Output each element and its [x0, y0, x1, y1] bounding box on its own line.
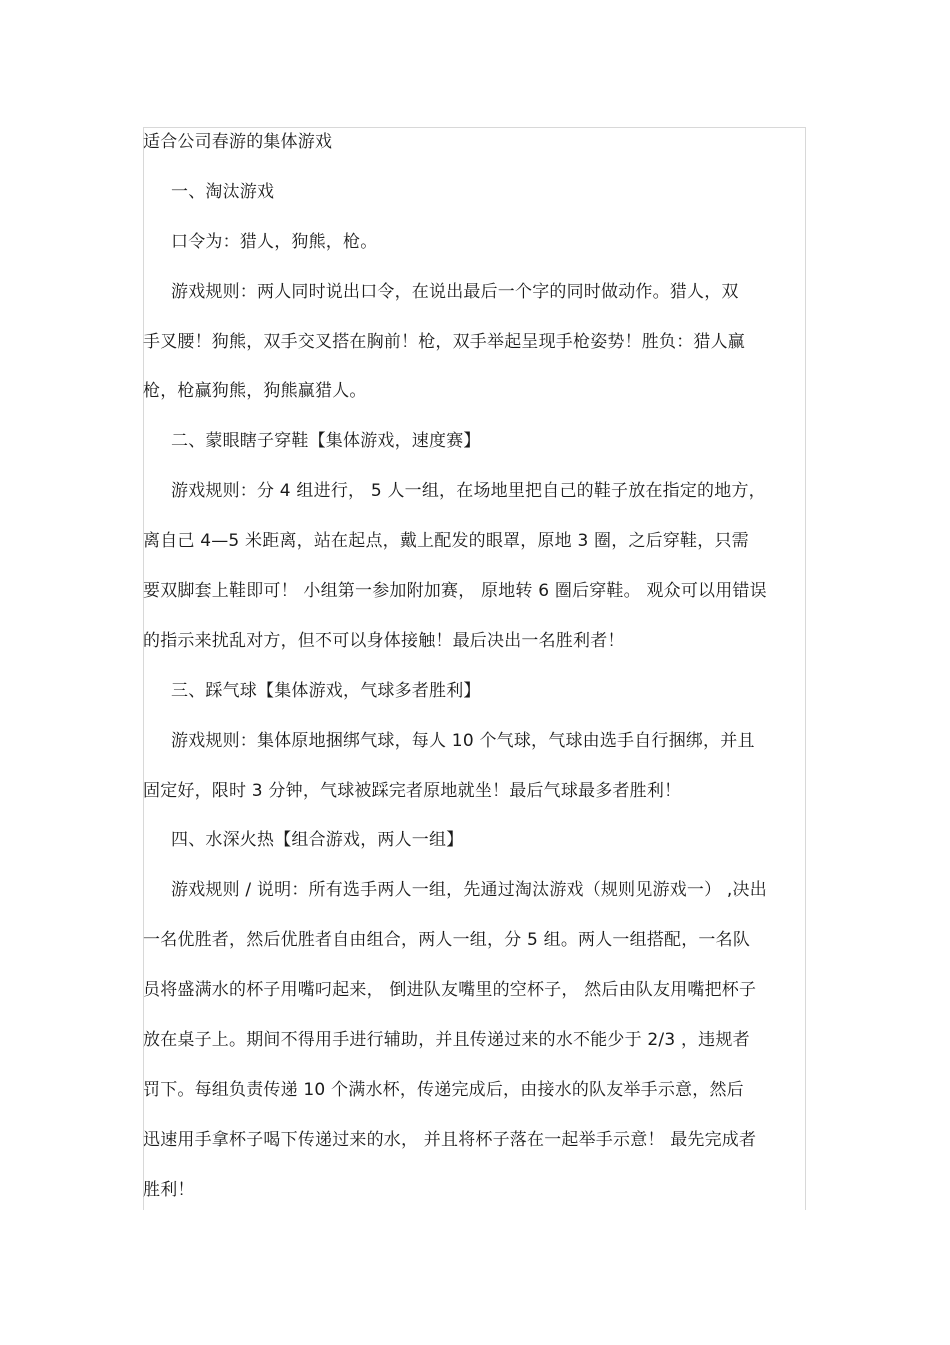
section-heading: 四、水深火热【组合游戏，两人一组】 [171, 830, 464, 851]
section-heading: 三、踩气球【集体游戏，气球多者胜利】 [171, 680, 481, 701]
document-title: 适合公司春游的集体游戏 [143, 132, 333, 152]
paragraph-line: 迅速用手拿杯子喝下传递过来的水， 并且将杯子落在一起举手示意！ 最先完成者 [143, 1129, 757, 1150]
paragraph-line: 的指示来扰乱对方，但不可以身体接触！最后决出一名胜利者！ [143, 630, 625, 651]
paragraph-line: 要双脚套上鞋即可！ 小组第一参加附加赛， 原地转 6 圈后穿鞋。 观众可以用错误 [143, 581, 767, 602]
paragraph-line: 一名优胜者，然后优胜者自由组合，两人一组，分 5 组。两人一组搭配，一名队 [143, 930, 751, 951]
paragraph-line: 游戏规则：两人同时说出口令，在说出最后一个字的同时做动作。猎人，双 [171, 281, 739, 302]
paragraph-line: 离自己 4—5 米距离，站在起点，戴上配发的眼罩，原地 3 圈，之后穿鞋，只需 [143, 531, 749, 552]
paragraph-line: 放在桌子上。期间不得用手进行辅助，并且传递过来的水不能少于 2/3 ，违规者 [143, 1030, 750, 1051]
paragraph-line: 手叉腰！狗熊，双手交叉搭在胸前！枪，双手举起呈现手枪姿势！胜负：猎人赢 [143, 331, 745, 352]
paragraph-line: 员将盛满水的杯子用嘴叼起来， 倒进队友嘴里的空杯子， 然后由队友用嘴把杯子 [143, 980, 757, 1001]
paragraph-line: 罚下。每组负责传递 10 个满水杯，传递完成后，由接水的队友举手示意，然后 [143, 1079, 744, 1100]
paragraph-line: 游戏规则：分 4 组进行， 5 人一组，在场地里把自己的鞋子放在指定的地方， [171, 481, 766, 502]
paragraph-line: 胜利！ [143, 1179, 195, 1200]
paragraph-line: 枪，枪赢狗熊，狗熊赢猎人。 [143, 381, 367, 402]
paragraph-line: 口令为：猎人，狗熊，枪。 [171, 231, 378, 252]
section-heading: 一、淘汰游戏 [171, 181, 275, 202]
paragraph-line: 游戏规则 / 说明：所有选手两人一组，先通过淘汰游戏（规则见游戏一） ,决出 [171, 880, 767, 901]
section-heading: 二、蒙眼瞎子穿鞋【集体游戏，速度赛】 [171, 431, 481, 452]
paragraph-line: 游戏规则：集体原地捆绑气球，每人 10 个气球，气球由选手自行捆绑，并且 [171, 730, 755, 751]
document-body [143, 118, 811, 1216]
paragraph-line: 固定好，限时 3 分钟，气球被踩完者原地就坐！最后气球最多者胜利！ [143, 780, 682, 801]
